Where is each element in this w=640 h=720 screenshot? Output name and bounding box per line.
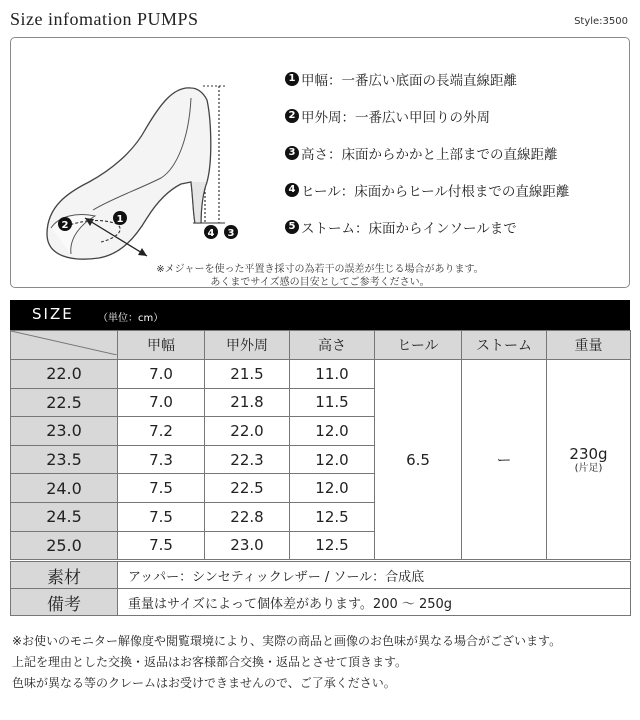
size-cell: 24.0: [11, 474, 118, 503]
marker-3: 3: [227, 228, 235, 239]
header-width: 甲幅: [118, 331, 205, 360]
definition-item: [285, 171, 569, 208]
number-badge: 4: [285, 183, 299, 197]
material-label: 素材: [11, 562, 118, 589]
definition-item: [285, 134, 569, 171]
material-row: [11, 562, 631, 589]
number-badge: 1: [285, 72, 299, 86]
girth-cell: 22.8: [205, 502, 290, 531]
girth-cell: 22.0: [205, 417, 290, 446]
material-value: アッパー：シンセティックレザー / ソール：合成底: [118, 562, 631, 589]
size-section-bar: [10, 300, 630, 330]
width-cell: 7.5: [118, 502, 205, 531]
marker-4: 4: [207, 228, 215, 239]
height-cell: 12.5: [290, 531, 375, 560]
size-cell: 23.5: [11, 445, 118, 474]
size-cell: 24.5: [11, 502, 118, 531]
heel-cell: 6.5: [375, 360, 462, 560]
width-cell: 7.5: [118, 474, 205, 503]
girth-cell: 23.0: [205, 531, 290, 560]
size-table: [10, 330, 631, 560]
girth-cell: 21.8: [205, 388, 290, 417]
weight-note: (片足): [574, 462, 603, 474]
definition-text: 甲幅：一番広い底面の長端直線距離: [301, 72, 517, 89]
girth-cell: 22.3: [205, 445, 290, 474]
size-cell: 22.0: [11, 360, 118, 389]
girth-cell: 21.5: [205, 360, 290, 389]
table-row: [11, 360, 631, 389]
definition-list: [285, 60, 569, 245]
remarks-row: [11, 589, 631, 616]
diagram-box: [10, 37, 630, 288]
header-weight: 重量: [547, 331, 631, 360]
height-cell: 11.0: [290, 360, 375, 389]
marker-2: 2: [61, 220, 69, 231]
definition-item: [285, 97, 569, 134]
height-cell: 12.0: [290, 417, 375, 446]
footer-note-line1: ※お使いのモニター解像度や閲覧環境により、実際の商品と画像のお色味が異なる場合がございます。: [12, 634, 562, 648]
definition-item: [285, 208, 569, 245]
footer-note-line3: 色味が異なる等のクレームはお受けできませんので、ご了承ください。: [12, 676, 396, 690]
definition-item: [285, 60, 569, 97]
height-cell: 11.5: [290, 388, 375, 417]
size-unit: （単位：cm）: [98, 313, 164, 324]
style-number: Style:3500: [574, 16, 628, 27]
definition-text: ヒール：床面からヒール付根までの直線距離: [301, 183, 570, 200]
measurement-note-line1: ※メジャーを使った平置き採寸の為若干の誤差が生じる場合があります。: [156, 264, 484, 275]
definition-text: 高さ：床面からかかと上部までの直線距離: [301, 146, 558, 163]
page-title: Size infomation PUMPS: [10, 9, 199, 29]
size-cell: 23.0: [11, 417, 118, 446]
storm-cell: ー: [462, 360, 547, 560]
diagonal-line: [11, 331, 117, 355]
number-badge: 5: [285, 220, 299, 234]
width-cell: 7.3: [118, 445, 205, 474]
size-cell: 25.0: [11, 531, 118, 560]
width-cell: 7.5: [118, 531, 205, 560]
spec-table: [10, 561, 631, 616]
width-cell: 7.0: [118, 388, 205, 417]
header-girth: 甲外周: [205, 331, 290, 360]
definition-text: ストーム：床面からインソールまで: [301, 220, 517, 237]
marker-1: 1: [116, 214, 124, 225]
width-cell: 7.2: [118, 417, 205, 446]
number-badge: 3: [285, 146, 299, 160]
width-cell: 7.0: [118, 360, 205, 389]
size-cell: 22.5: [11, 388, 118, 417]
footer-note-line2: 上記を理由とした交換・返品はお客様都合交換・返品とさせて頂きます。: [12, 655, 408, 669]
weight-value: 230g: [569, 444, 608, 463]
remarks-label: 備考: [11, 589, 118, 616]
definition-text: 甲外周：一番広い甲回りの外周: [301, 109, 490, 126]
girth-cell: 22.5: [205, 474, 290, 503]
header-height: 高さ: [290, 331, 375, 360]
pump-shoe-illustration: [41, 78, 261, 273]
height-cell: 12.0: [290, 445, 375, 474]
height-cell: 12.0: [290, 474, 375, 503]
header-storm: ストーム: [462, 331, 547, 360]
corner-cell: [11, 331, 118, 360]
header-heel: ヒール: [375, 331, 462, 360]
weight-cell: [547, 360, 631, 560]
size-label: SIZE: [32, 305, 74, 323]
measurement-note-line2: あくまでサイズ感の目安としてご参考ください。: [210, 277, 430, 288]
table-header-row: [11, 331, 631, 360]
height-cell: 12.5: [290, 502, 375, 531]
remarks-value: 重量はサイズによって個体差があります。200 ～ 250g: [118, 589, 631, 616]
number-badge: 2: [285, 109, 299, 123]
